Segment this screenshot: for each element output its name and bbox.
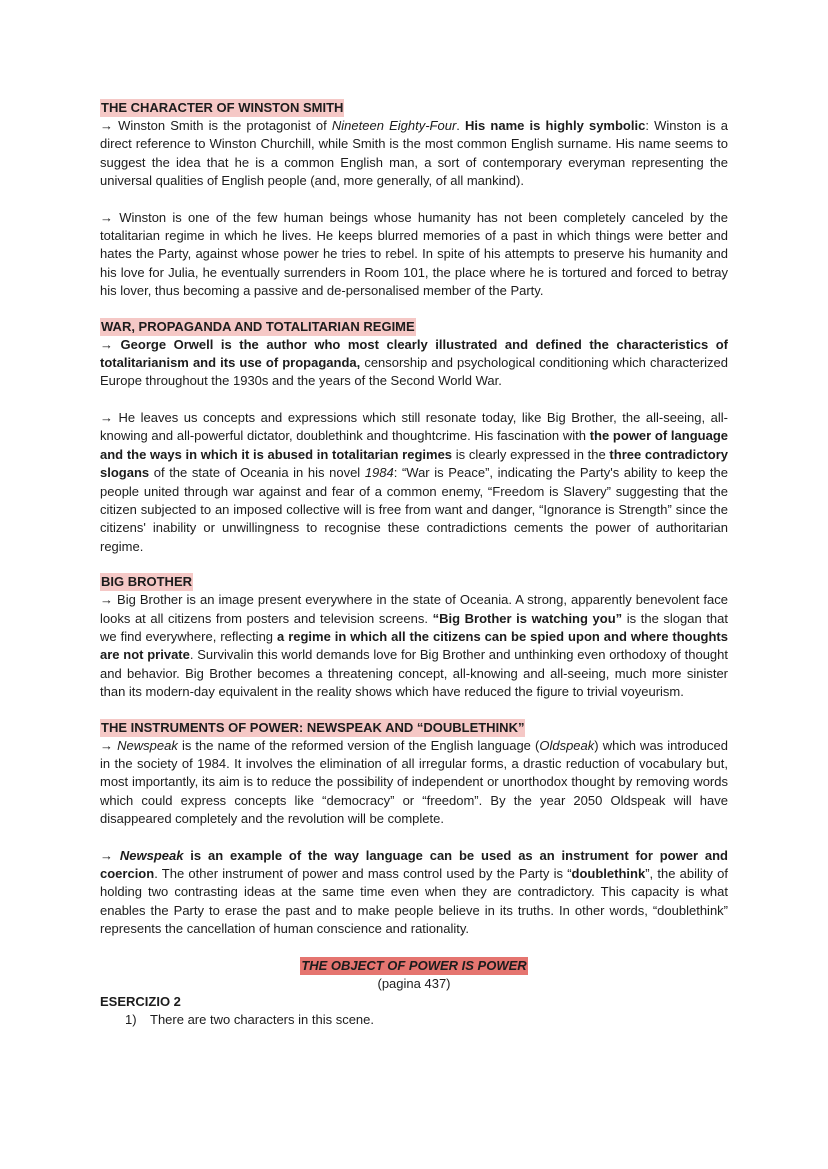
instruments-paragraph-2: → Newspeak is an example of the way language can be used as an instrument for power and coercion. The other instrument of power and mass control used by the Party is “doublethink”, the ability of holding two contrasting ideas at the same time even when they are contradictory. This capacity is what enables the Party to erase the past and to make people believe in its truths. In other words, “doublethink” represents the cancellation of human conscience and rationality. — [100, 847, 728, 937]
big-brother-paragraph: → Big Brother is an image present everywhere in the state of Oceania. A strong, apparently benevolent face looks at all citizens from posters and television screens. “Big Brother is watching you” is the slogan that we find everywhere, reflecting a regime in which all the citizens can be spied upon and where thoughts are not private. Survivalin this world demands love for Big Brother and unthinking even orthodoxy of thought and behavior. Big Brother becomes a threatening concept, all-knowing and all-seeing, much more sinister than its modern-day equivalent in the reality shows which have reduced the figure to trivial voyeurism. — [100, 592, 729, 700]
motto-block — [100, 957, 728, 975]
motto-title: THE OBJECT OF POWER IS POWER — [301, 957, 527, 973]
winston-paragraph-2: → Winston is one of the few human beings whose humanity has not been completely canceled by the totalitarian regime in which he lives. He keeps blurred memories of a past in which things were better and hates the Party, against whose power he tries to rebel. In spite of his attempts to preserve his humanity and his love for Julia, he eventually surrenders in Room 101, the place where he is tortured and forced to betray his lover, thus becoming a passive and de-personalised member of the Party. — [100, 209, 728, 299]
winston-paragraph-1: → Winston Smith is the protagonist of Nineteen Eighty-Four. His name is highly symbolic: Winston is a direct reference to Winston Churchill, while Smith is the most common English surname. His name seems to suggest the idea that he is a common English man, a sort of contemporary everyman representing the universal qualities of English people (and, more generally, of all mankind). — [100, 118, 728, 189]
exercise-item: 1) There are two characters in this scene. — [125, 1011, 374, 1027]
page-reference: (pagina 437) — [377, 975, 451, 991]
war-paragraph-1: → George Orwell is the author who most clearly illustrated and defined the characteristics of totalitarianism and its use of propaganda, censorship and psychological conditioning which characterized Europe throughout the 1930s and the years of the Second World War. — [100, 336, 728, 389]
instruments-paragraph-1: → Newspeak is the name of the reformed version of the English language (Oldspeak) which was introduced in the society of 1984. It involves the elimination of all irregular forms, a drastic reduction of vocabulary but, most importantly, its aim is to reduce the possibility of independent or unorthodox thought by removing words which could express concepts like “democracy” or “freedom”. By the year 2050 Oldspeak will have disappeared completely and the revolution will be complete. — [100, 737, 728, 827]
section-heading-war: WAR, PROPAGANDA AND TOTALITARIAN REGIME — [101, 318, 415, 334]
exercise-heading: ESERCIZIO 2 — [100, 993, 181, 1009]
war-paragraph-2: → He leaves us concepts and expressions which still resonate today, like Big Brother, the all-seeing, all-knowing and all-powerful dictator, doublethink and thoughtcrime. His fascination with the power of language and the ways in which it is abused in totalitarian regimes is clearly expressed in the three contradictory slogans of the state of Oceania in his novel 1984: “War is Peace”, indicating the Party's ability to keep the people united through war against and fear of a common enemy, “Freedom is Slavery” suggesting that the citizen subjected to an imposed collective will is free from want and danger, “Ignorance is Strength” since the citizens' inability or unwillingness to recognise these contradictions cements the power of authoritarian regime. — [100, 409, 728, 554]
section-heading-instruments: THE INSTRUMENTS OF POWER: NEWSPEAK AND “DOUBLETHINK” — [101, 719, 525, 735]
section-heading-winston: THE CHARACTER OF WINSTON SMITH — [101, 100, 344, 115]
section-heading-big-brother: BIG BROTHER — [101, 574, 192, 590]
